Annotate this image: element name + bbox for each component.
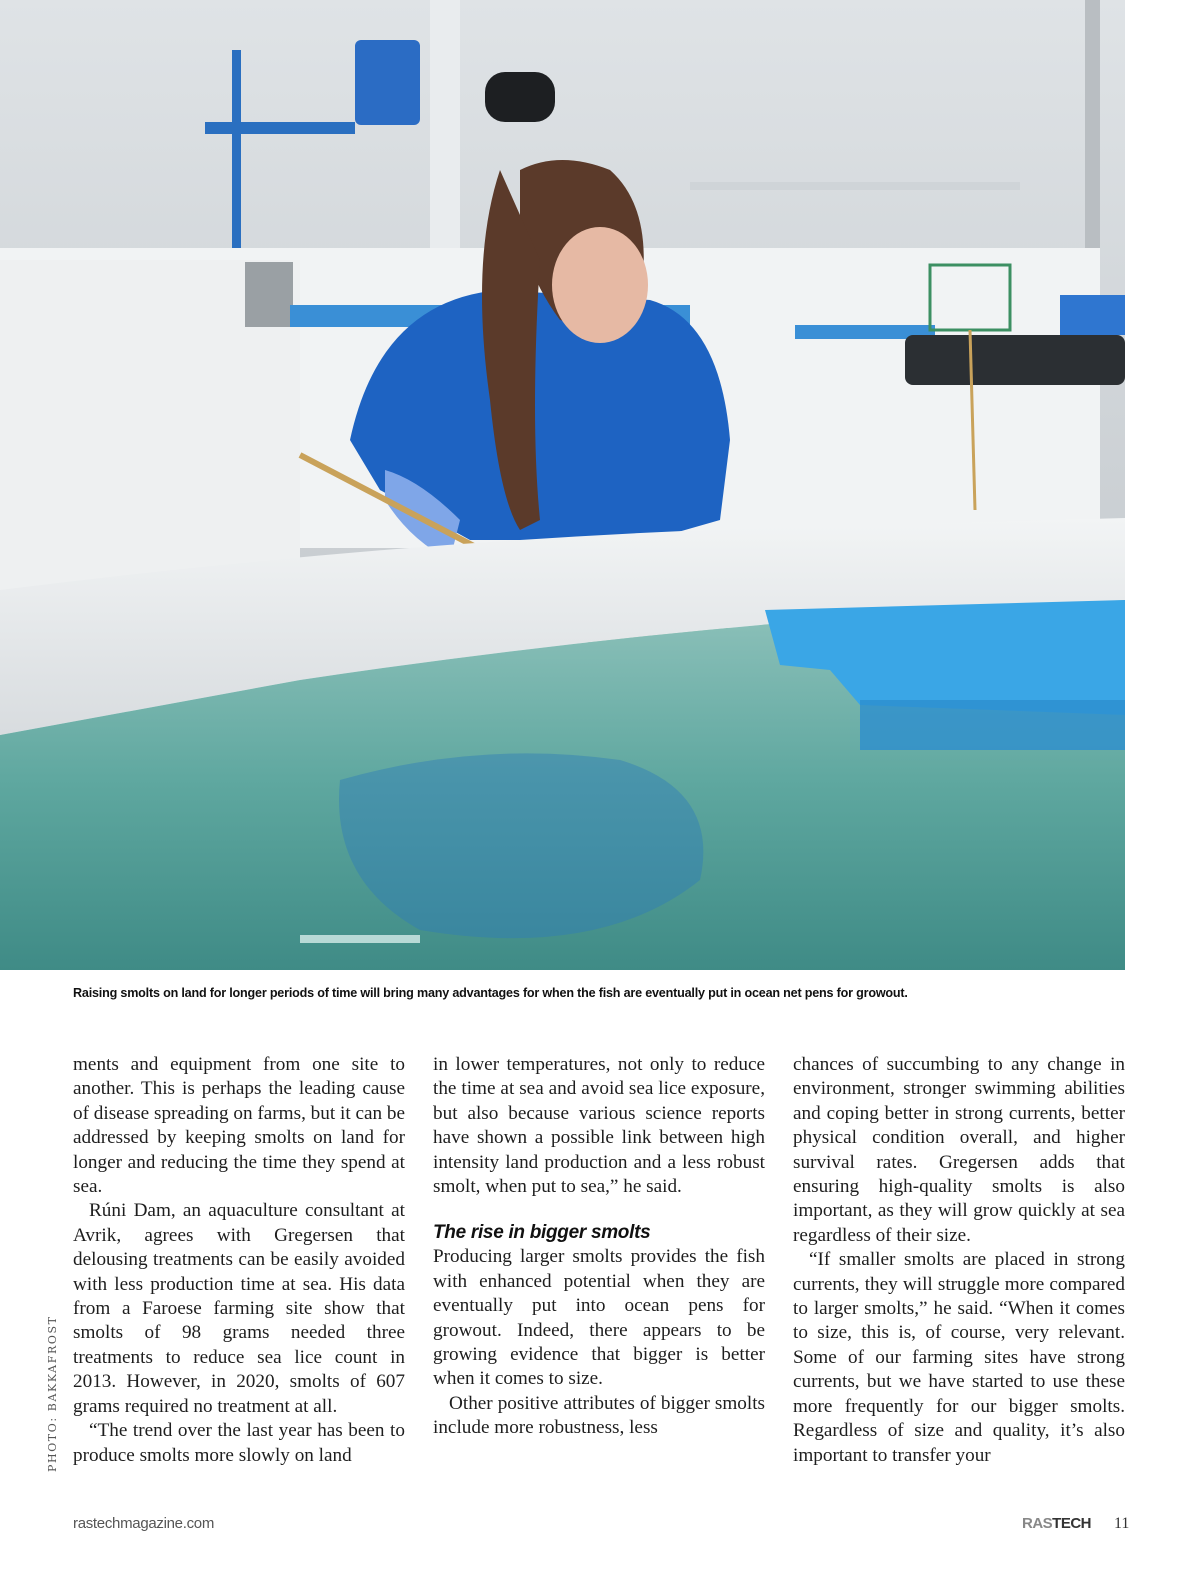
page-number: 11 (1114, 1515, 1130, 1532)
paragraph: ments and equipment from one site to another. This is perhaps the leading cause of disease spreading on farms, but it can be addressed by keeping smolts on land for longer and reducing the time they spend at sea. (73, 1054, 405, 1198)
footer-website: rastechmagazine.com (73, 1515, 215, 1532)
paragraph: Producing larger smolts provides the fish with enhanced potential when they are eventually put into ocean pens for growout. Indeed, there appears to be growing evidence that bigger is better when it comes to size. (433, 1246, 765, 1390)
paragraph: “The trend over the last year has been to produce smolts more slowly on land (73, 1420, 405, 1466)
article-column-1 (73, 1053, 405, 1468)
paragraph: Rúni Dam, an aquaculture consultant at Avrik, agrees with Gregersen that delousing treatments can be easily avoided with less production time at sea. His data from a Faroese farming site show that smolts of 98 grams needed three treatments to reduce sea lice count in 2013. However, in 2020, smolts of 607 grams required no treatment at all. (73, 1200, 405, 1417)
paragraph: in lower temperatures, not only to reduce the time at sea and avoid sea lice exposure, but also because various science reports have shown a possible link between high intensity land production and a less robust smolt, when put to sea,” he said. (433, 1054, 765, 1198)
photo-credit: PHOTO: BAKKAFROST (46, 1315, 59, 1472)
brand-prefix: RAS (1022, 1515, 1053, 1532)
article-column-2 (433, 1053, 765, 1441)
section-heading: The rise in bigger smolts (433, 1222, 651, 1244)
paragraph: “If smaller smolts are placed in strong currents, they will struggle more compared to larger smolts,” he said. “When it comes to size, this is, of course, very relevant. Some of our farming sites have strong currents, but we have started to use these more frequently for our bigger smolts. Regardless of size and quality, it’s also important to transfer your (793, 1249, 1125, 1466)
photo-caption: Raising smolts on land for longer periods of time will bring many advantages for when the fish are eventually put in ocean net pens for growout. (73, 986, 908, 1000)
footer-brand-logo (1022, 1515, 1091, 1532)
article-column-3 (793, 1053, 1125, 1468)
brand-suffix: TECH (1052, 1515, 1092, 1532)
paragraph: chances of succumbing to any change in environment, stronger swimming abilities and coping better in strong currents, better physical condition overall, and higher survival rates. Gregersen adds that ensuring high-quality smolts is also important, as they will grow quickly at sea regardless of their size. (793, 1054, 1125, 1246)
paragraph: Other positive attributes of bigger smolts include more robustness, less (433, 1392, 765, 1439)
